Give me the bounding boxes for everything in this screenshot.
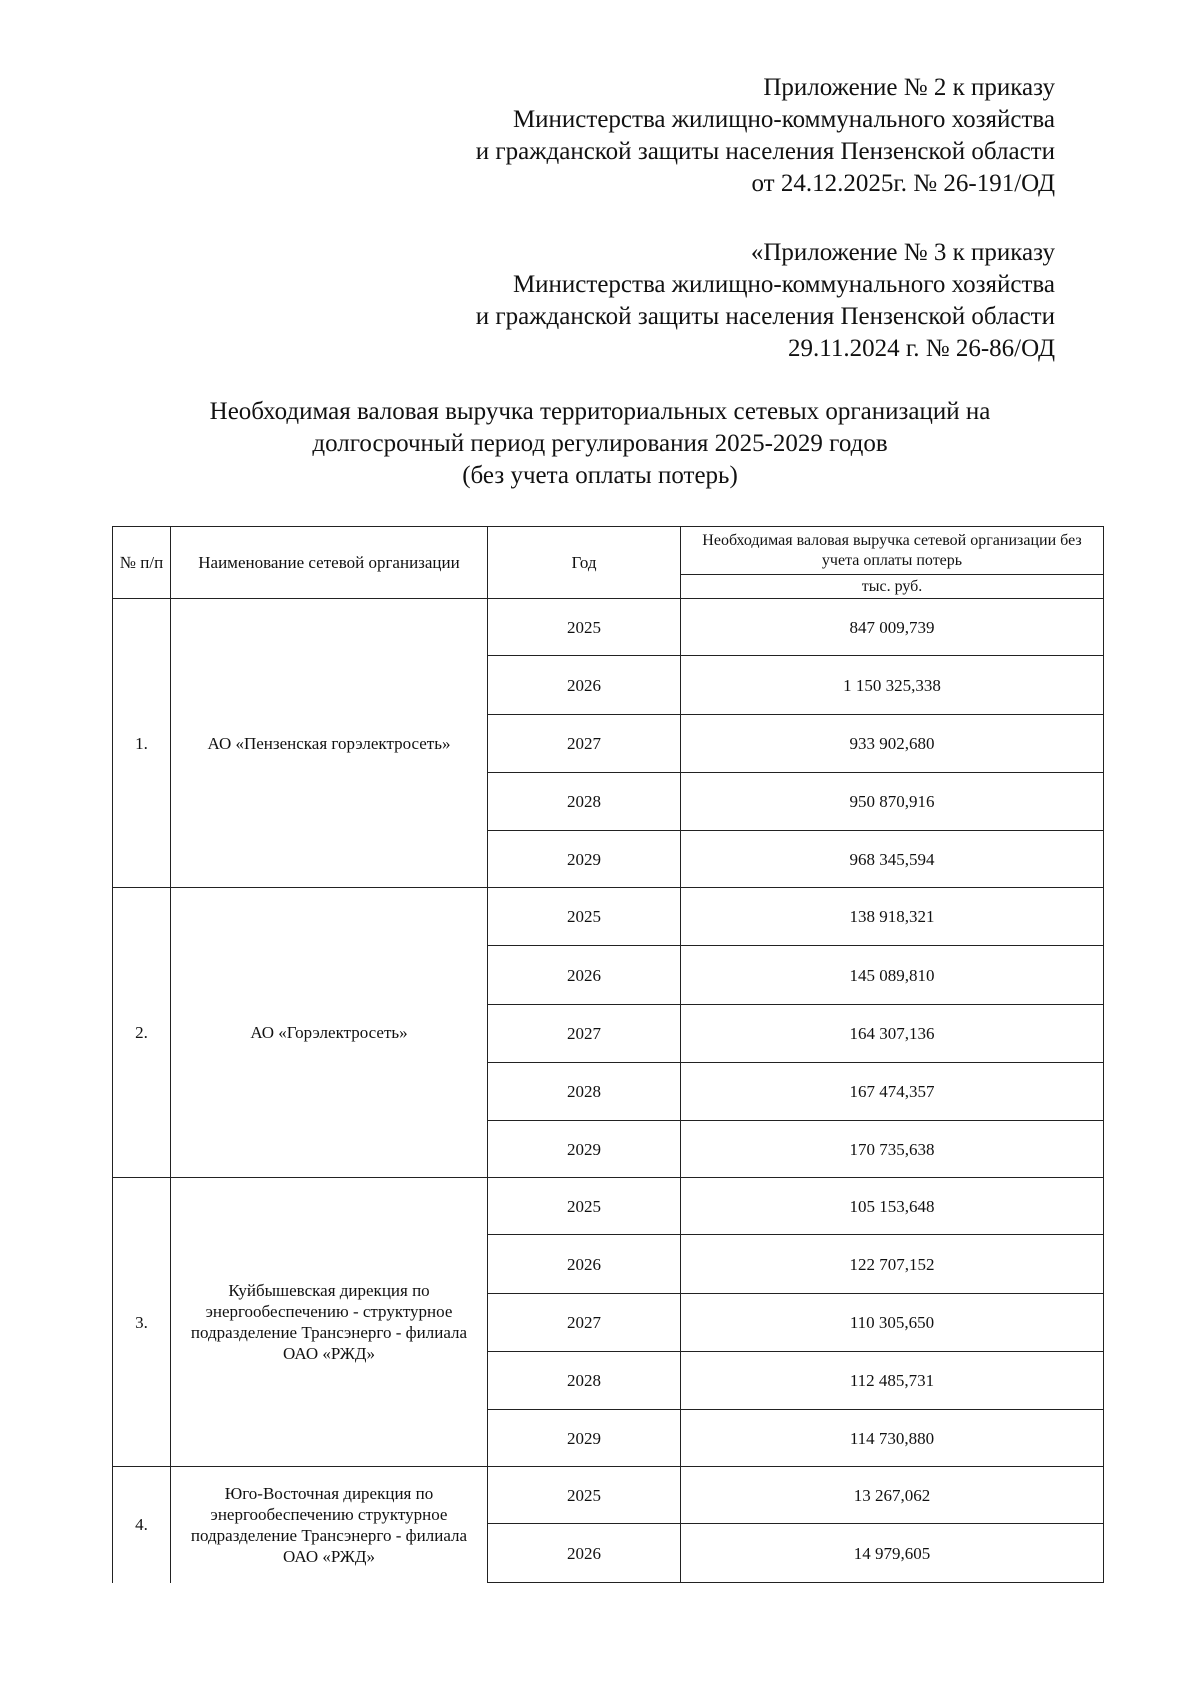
year-cell: 2025: [488, 1467, 681, 1524]
table-row: [113, 888, 1104, 946]
year-cell: 2029: [488, 831, 681, 888]
year-cell: 2025: [488, 1178, 681, 1235]
revenue-value-cell: 1 150 325,338: [681, 656, 1104, 715]
org-number-cell: 2.: [113, 888, 171, 1178]
table-row: [113, 1178, 1104, 1235]
org-name-cell: Куйбышевская дирекция по энергообеспечению - структурное подразделение Трансэнерго - филиала ОАО «РЖД»: [171, 1178, 488, 1467]
year-cell: 2029: [488, 1121, 681, 1178]
revenue-value-cell: 950 870,916: [681, 773, 1104, 831]
revenue-value-cell: 170 735,638: [681, 1121, 1104, 1178]
column-header-year: Год: [488, 527, 681, 599]
org-name-cell: Юго-Восточная дирекция по энергообеспечению структурное подразделение Трансэнерго - филиала ОАО «РЖД»: [171, 1467, 488, 1583]
org-number-cell: 4.: [113, 1467, 171, 1583]
year-cell: 2028: [488, 1352, 681, 1410]
column-header-unit: тыс. руб.: [681, 575, 1104, 599]
year-cell: 2026: [488, 656, 681, 715]
revenue-value-cell: 167 474,357: [681, 1063, 1104, 1121]
year-cell: 2028: [488, 773, 681, 831]
revenue-table: [112, 526, 1104, 1583]
header-line: и гражданской защиты населения Пензенской области: [475, 303, 1055, 330]
header-line: Министерства жилищно-коммунального хозяйства: [512, 106, 1055, 133]
table-row: [113, 1467, 1104, 1524]
revenue-value-cell: 138 918,321: [681, 888, 1104, 946]
year-cell: 2027: [488, 715, 681, 773]
year-cell: 2027: [488, 1294, 681, 1352]
revenue-table-body: [113, 527, 1104, 1583]
document-title: [0, 396, 1200, 492]
column-header-number: № п/п: [113, 527, 171, 599]
revenue-value-cell: 14 979,605: [681, 1524, 1104, 1583]
order-reference-header: [476, 72, 1055, 200]
year-cell: 2027: [488, 1005, 681, 1063]
revenue-value-cell: 105 153,648: [681, 1178, 1104, 1235]
header-line: Приложение № 2 к приказу: [763, 74, 1055, 101]
revenue-value-cell: 112 485,731: [681, 1352, 1104, 1410]
revenue-value-cell: 114 730,880: [681, 1410, 1104, 1467]
org-number-cell: 3.: [113, 1178, 171, 1467]
org-number-cell: 1.: [113, 599, 171, 888]
revenue-value-cell: 847 009,739: [681, 599, 1104, 656]
revenue-value-cell: 145 089,810: [681, 946, 1104, 1005]
column-header-name: Наименование сетевой организации: [171, 527, 488, 599]
header-line: «Приложение № 3 к приказу: [750, 239, 1055, 266]
table-header-row: [113, 527, 1104, 575]
header-line: от 24.12.2025г. № 26-191/ОД: [751, 170, 1055, 197]
header-line: Министерства жилищно-коммунального хозяйства: [512, 271, 1055, 298]
revenue-value-cell: 122 707,152: [681, 1235, 1104, 1294]
revenue-value-cell: 13 267,062: [681, 1467, 1104, 1524]
title-line: (без учета оплаты потерь): [462, 462, 738, 489]
header-line: и гражданской защиты населения Пензенской области: [475, 138, 1055, 165]
title-line: долгосрочный период регулирования 2025-2029 годов: [312, 430, 888, 457]
org-name-cell: АО «Горэлектросеть»: [171, 888, 488, 1178]
year-cell: 2026: [488, 1235, 681, 1294]
year-cell: 2026: [488, 1524, 681, 1583]
year-cell: 2029: [488, 1410, 681, 1467]
table-row: [113, 599, 1104, 656]
revenue-value-cell: 110 305,650: [681, 1294, 1104, 1352]
revenue-value-cell: 933 902,680: [681, 715, 1104, 773]
year-cell: 2028: [488, 1063, 681, 1121]
column-header-value: Необходимая валовая выручка сетевой организации без учета оплаты потерь: [681, 527, 1104, 575]
appendix-reference-header: [476, 237, 1055, 365]
org-name-cell: АО «Пензенская горэлектросеть»: [171, 599, 488, 888]
title-line: Необходимая валовая выручка территориальных сетевых организаций на: [209, 398, 991, 425]
revenue-value-cell: 968 345,594: [681, 831, 1104, 888]
revenue-value-cell: 164 307,136: [681, 1005, 1104, 1063]
header-line: 29.11.2024 г. № 26-86/ОД: [788, 335, 1055, 362]
year-cell: 2025: [488, 599, 681, 656]
year-cell: 2026: [488, 946, 681, 1005]
year-cell: 2025: [488, 888, 681, 946]
